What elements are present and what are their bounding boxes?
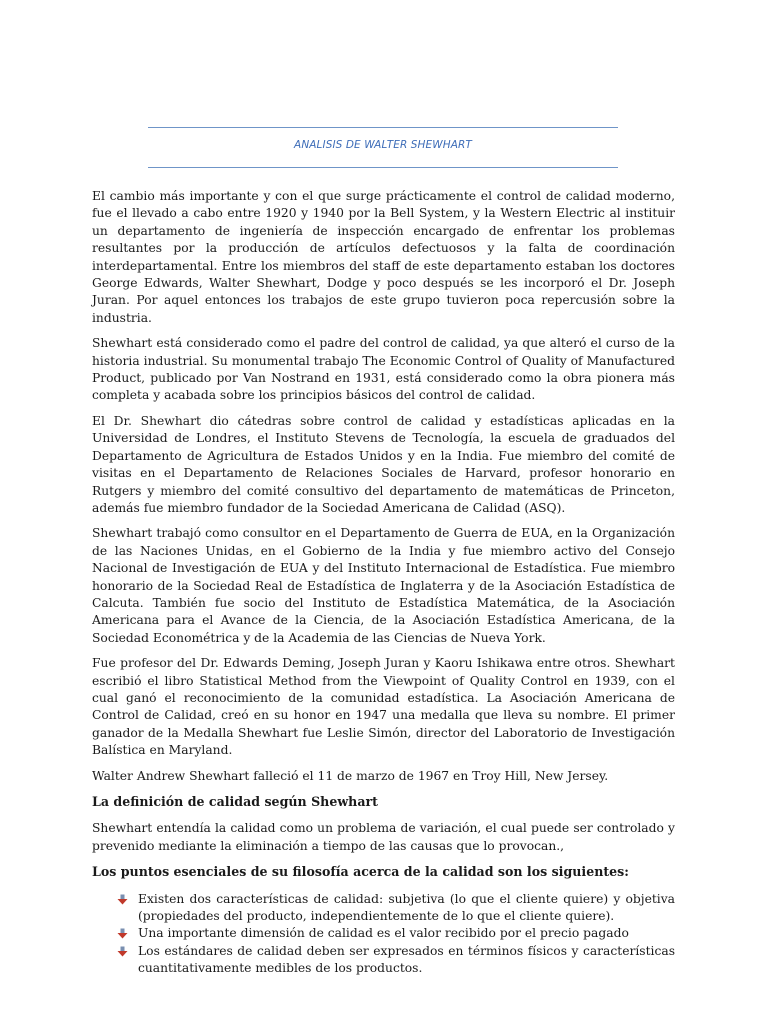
- list-item-text: Los estándares de calidad deben ser expresados en términos físicos y características cuantitativamente medibles de los productos.: [138, 943, 675, 976]
- bullet-list: [92, 891, 675, 978]
- title-bottom-rule: [148, 167, 618, 168]
- paragraph: Walter Andrew Shewhart falleció el 11 de marzo de 1967 en Troy Hill, New Jersey.: [92, 768, 609, 783]
- document-body: [92, 188, 675, 978]
- paragraph: El Dr. Shewhart dio cátedras sobre control de calidad y estadísticas aplicadas en la Universidad de Londres, el Instituto Stevens de Tecnología, la escuela de graduados del Departamento de Agricultura de Estados Unidos y en la India. Fue miembro del comité de visitas en el Departamento de Relaciones Sociales de Harvard, profesor honorario en Rutgers y miembro del comité consultivo del departamento de matemáticas de Princeton, además fue miembro fundador de la Sociedad Americana de Calidad (ASQ).: [92, 413, 675, 515]
- list-item: [117, 943, 675, 978]
- down-arrow-icon: [117, 894, 128, 905]
- section-heading: Los puntos esenciales de su filosofía acerca de la calidad son los siguientes:: [92, 864, 629, 880]
- down-arrow-icon: [117, 928, 128, 939]
- list-item: [117, 891, 675, 926]
- list-item: [117, 925, 675, 942]
- down-arrow-icon: [117, 946, 128, 957]
- document-title: ANALISIS DE WALTER SHEWHART: [294, 139, 472, 151]
- paragraph: Shewhart trabajó como consultor en el Departamento de Guerra de EUA, en la Organización de las Naciones Unidas, en el Gobierno de la India y fue miembro activo del Consejo Nacional de Investigación de EUA y del Instituto Internacional de Estadística. Fue miembro honorario de la Sociedad Real de Estadística de Inglaterra y de la Asociación Estadística de Calcuta. También fue socio del Instituto de Estadística Matemática, de la Asociación Americana para el Avance de la Ciencia, de la Asociación Estadística Americana, de la Sociedad Econométrica y de la Academia de las Ciencias de Nueva York.: [92, 526, 675, 645]
- list-item-text: Existen dos características de calidad: subjetiva (lo que el cliente quiere) y objetiva (propiedades del producto, independientemente de lo que el cliente quiere).: [138, 891, 675, 924]
- paragraph: El cambio más importante y con el que surge prácticamente el control de calidad moderno, fue el llevado a cabo entre 1920 y 1940 por la Bell System, y la Western Electric al instituir un departamento de ingeniería de inspección encargado de enfrentar los problemas resultantes por la producción de artículos defectuosos y la falta de coordinación interdepartamental. Entre los miembros del staff de este departamento estaban los doctores George Edwards, Walter Shewhart, Dodge y poco después se les incorporó el Dr. Joseph Juran. Por aquel entonces los trabajos de este grupo tuvieron poca repercusión sobre la industria.: [92, 189, 675, 325]
- list-item-text: Una importante dimensión de calidad es el valor recibido por el precio pagado: [138, 926, 629, 941]
- paragraph: Shewhart entendía la calidad como un problema de variación, el cual puede ser controlado y prevenido mediante la eliminación a tiempo de las causas que lo provocan.,: [92, 821, 675, 853]
- paragraph: Shewhart está considerado como el padre del control de calidad, ya que alteró el curso de la historia industrial. Su monumental trabajo The Economic Control of Quality of Manufactured Product, publicado por Van Nostrand en 1931, está considerado como la obra pionera más completa y acabada sobre los principios básicos del control de calidad.: [92, 336, 675, 403]
- paragraph: Fue profesor del Dr. Edwards Deming, Joseph Juran y Kaoru Ishikawa entre otros. Shewhart escribió el libro Statistical Method from the Viewpoint of Quality Control en 1939, con el cual ganó el reconocimiento de la comunidad estadística. La Asociación Americana de Control de Calidad, creó en su honor en 1947 una medalla que lleva su nombre. El primer ganador de la Medalla Shewhart fue Leslie Simón, director del Laboratorio de Investigación Balística en Maryland.: [92, 656, 675, 758]
- section-heading: La definición de calidad según Shewhart: [92, 794, 378, 809]
- title-top-rule: [148, 127, 618, 128]
